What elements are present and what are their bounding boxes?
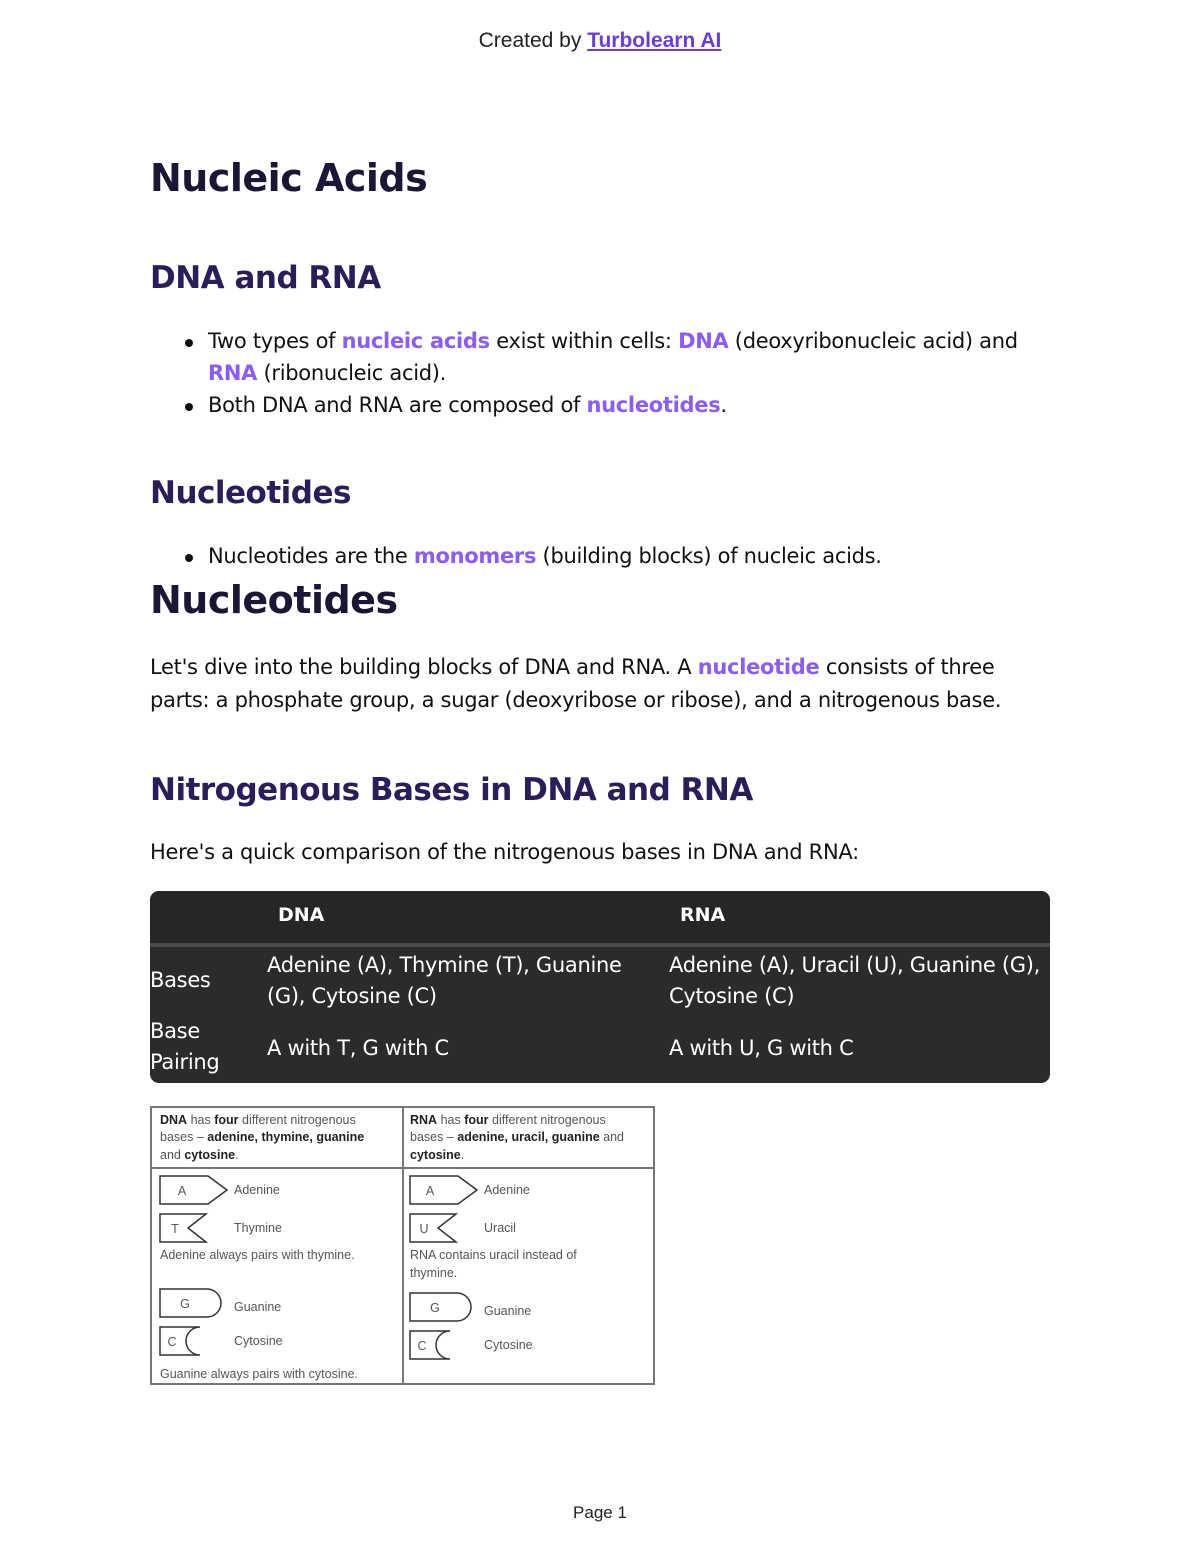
cytosine-label: Cytosine (234, 1334, 283, 1348)
adenine-label: Adenine (234, 1183, 280, 1197)
dna-pairing-note-at: Adenine always pairs with thymine. (160, 1248, 355, 1262)
nucleotides-list (150, 540, 1050, 572)
list-item: Two types of nucleic acids exist within cells: DNA (deoxyribonucleic acid) and RNA (ribonucleic acid). (208, 325, 1050, 389)
rna-cytosine-letter: C (417, 1339, 427, 1353)
cell-dna-pairing: A with T, G with C (267, 1036, 449, 1060)
rna-adenine-letter: A (425, 1184, 435, 1198)
table-header-rna: RNA (680, 904, 726, 926)
heading-nitrogenous-bases: Nitrogenous Bases in DNA and RNA (150, 772, 753, 808)
title-nucleotides: Nucleotides (150, 578, 398, 622)
rna-cytosine-label: Cytosine (484, 1338, 533, 1352)
heading-nucleotides: Nucleotides (150, 475, 351, 511)
term-rna: RNA (208, 361, 258, 385)
thymine-letter: T (171, 1222, 179, 1236)
adenine-letter: A (177, 1184, 187, 1198)
cell-rna-pairing: A with U, G with C (669, 1036, 854, 1060)
dna-intro-line1: DNA has four different nitrogenous (160, 1113, 356, 1127)
rna-intro-line3: cytosine. (410, 1148, 465, 1162)
dna-pairing-note-gc: Guanine always pairs with cytosine. (160, 1367, 359, 1381)
page-number: Page 1 (573, 1503, 627, 1522)
cytosine-letter: C (167, 1335, 177, 1349)
cell-rna-bases: Adenine (A), Uracil (U), Guanine (G), Cytosine (C) (669, 953, 1041, 1008)
term-nucleic-acids: nucleic acids (341, 329, 490, 353)
row-label-bases: Bases (150, 968, 211, 992)
uracil-label: Uracil (484, 1221, 516, 1235)
comparison-lead: Here's a quick comparison of the nitrogenous bases in DNA and RNA: (150, 840, 859, 864)
rna-intro-line2: bases – adenine, uracil, guanine and (410, 1130, 625, 1144)
turbolearn-link[interactable]: Turbolearn AI (587, 29, 722, 52)
guanine-letter: G (180, 1297, 190, 1311)
bases-table (150, 891, 1050, 1083)
rna-guanine-letter: G (430, 1301, 440, 1315)
created-by-text: Created by (478, 29, 582, 52)
table-header-dna: DNA (278, 904, 325, 926)
rna-uracil-note: RNA contains uracil instead of (410, 1248, 577, 1262)
guanine-label: Guanine (234, 1300, 282, 1314)
intro-paragraph: Let's dive into the building blocks of DNA and RNA. A nucleotide consists of three parts: a phosphate group, a sugar (deoxyribose or ribose), and a nitrogenous base. (150, 655, 1002, 712)
term-nucleotide: nucleotide (697, 655, 820, 679)
rna-guanine-label: Guanine (484, 1304, 532, 1318)
table-header-row (150, 891, 1050, 947)
term-dna: DNA (678, 329, 729, 353)
row-label-base-pairing: Base Pairing (150, 1019, 220, 1074)
uracil-letter: U (419, 1222, 429, 1236)
term-monomers: monomers (413, 544, 537, 568)
dna-rna-list (150, 325, 1050, 421)
rna-intro-line1: RNA has four different nitrogenous (410, 1113, 606, 1127)
cell-dna-bases: Adenine (A), Thymine (T), Guanine (G), Cytosine (C) (267, 953, 622, 1008)
dna-intro-line3: and cytosine. (160, 1148, 239, 1162)
term-nucleotides: nucleotides (586, 393, 721, 417)
thymine-label: Thymine (234, 1221, 282, 1235)
list-item: Both DNA and RNA are composed of nucleotides. (208, 389, 1050, 421)
heading-dna-rna: DNA and RNA (150, 260, 381, 296)
page-title: Nucleic Acids (150, 156, 428, 200)
bases-figure (150, 1106, 655, 1385)
dna-intro-line2: bases – adenine, thymine, guanine (160, 1130, 365, 1144)
rna-adenine-label: Adenine (484, 1183, 530, 1197)
list-item: Nucleotides are the monomers (building blocks) of nucleic acids. (208, 540, 1050, 572)
created-by-banner (0, 29, 1200, 53)
rna-uracil-note-end: thymine. (410, 1266, 458, 1280)
